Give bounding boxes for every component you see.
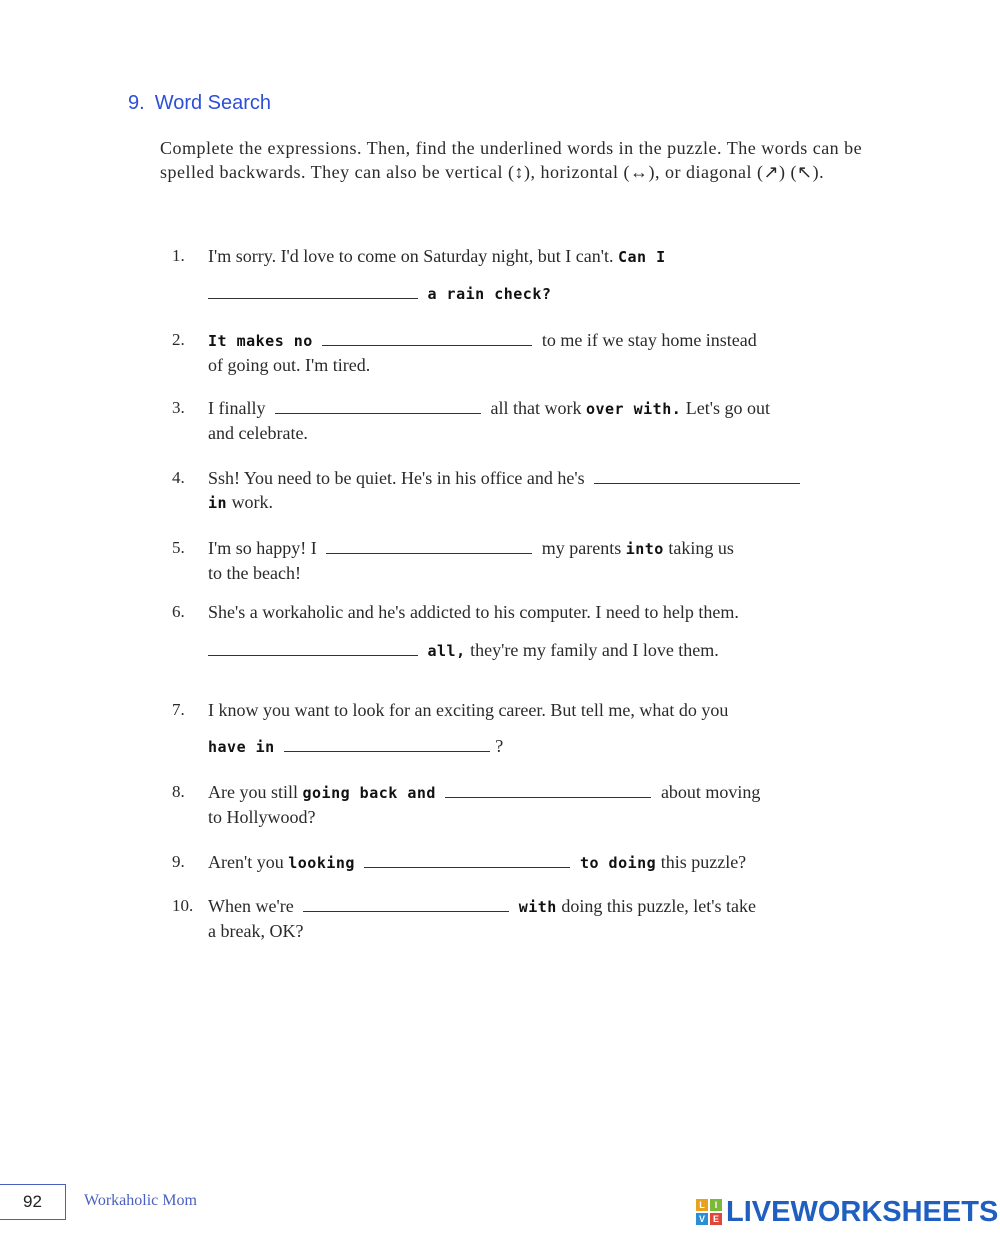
brand-text: LIVEWORKSHEETS: [726, 1195, 999, 1228]
item-text: about moving: [660, 782, 761, 802]
handwritten-text: It makes no: [208, 332, 313, 350]
item-number: 7.: [172, 700, 185, 719]
answer-blank-5[interactable]: [326, 539, 532, 554]
answer-blank-3[interactable]: [275, 399, 481, 414]
exercise-item-2: [172, 328, 882, 377]
handwritten-text: with: [518, 898, 557, 916]
item-text: taking us: [668, 538, 734, 558]
answer-blank-6[interactable]: [208, 641, 418, 656]
exercise-item-10: [172, 894, 882, 943]
item-text: Are you still: [208, 782, 298, 802]
section-number: 9.: [128, 92, 145, 114]
answer-blank-10[interactable]: [303, 897, 509, 912]
item-text: She's a workaholic and he's addicted to his computer. I need to help them.: [208, 602, 739, 622]
answer-blank-2[interactable]: [322, 331, 532, 346]
answer-blank-4[interactable]: [594, 469, 800, 484]
item-text: Let's go out: [685, 398, 771, 418]
item-number: 2.: [172, 330, 185, 349]
item-text: to the beach!: [208, 563, 301, 583]
handwritten-text: have in: [208, 738, 275, 756]
liveworksheets-logo[interactable]: [696, 1196, 998, 1228]
item-text: I finally: [208, 398, 266, 418]
item-text: a break, OK?: [208, 921, 304, 941]
footer-book-title: Workaholic Mom: [84, 1192, 197, 1209]
exercise-item-6: [172, 600, 882, 663]
item-number: 9.: [172, 852, 185, 871]
item-text: Ssh! You need to be quiet. He's in his office and he's: [208, 468, 585, 488]
item-number: 6.: [172, 602, 185, 621]
instructions: Complete the expressions. Then, find the underlined words in the puzzle. The words can be spelled backwards. They can also be vertical (↕), horizontal (↔), or diagonal (↗) (↖).: [160, 138, 863, 182]
exercise-item-3: [172, 396, 882, 445]
item-text: ?: [495, 736, 504, 756]
handwritten-text: over with.: [585, 400, 682, 418]
answer-blank-8[interactable]: [445, 783, 651, 798]
handwritten-text: Can I: [617, 248, 666, 266]
item-number: 3.: [172, 398, 185, 417]
page-number: 92: [0, 1184, 66, 1220]
exercise-item-8: [172, 780, 882, 829]
item-number: 4.: [172, 468, 185, 487]
logo-grid-icon: L I V E: [696, 1199, 722, 1225]
item-number: 10.: [172, 896, 194, 915]
item-text: all that work: [490, 398, 582, 418]
item-text: When we're: [208, 896, 294, 916]
item-text: I'm sorry. I'd love to come on Saturday night, but I can't.: [208, 246, 614, 266]
item-number: 1.: [172, 246, 185, 265]
handwritten-text: going back and: [302, 784, 436, 802]
exercise-item-4: [172, 466, 912, 515]
item-text: they're my family and I love them.: [470, 640, 719, 660]
exercise-item-1: [172, 244, 882, 306]
item-text: I'm so happy! I: [208, 538, 317, 558]
exercise-item-7: [172, 698, 882, 759]
handwritten-text: in: [208, 494, 228, 512]
item-text: I know you want to look for an exciting career. But tell me, what do you: [208, 700, 729, 720]
handwritten-text: into: [625, 540, 664, 558]
item-number: 5.: [172, 538, 185, 557]
item-text: to Hollywood?: [208, 807, 316, 827]
exercise-item-9: [172, 850, 882, 875]
handwritten-text: a rain check?: [427, 285, 552, 303]
answer-blank-1[interactable]: [208, 284, 418, 299]
item-text: to me if we stay home instead: [541, 330, 757, 350]
item-text: my parents: [541, 538, 622, 558]
section-title: [128, 92, 271, 115]
item-text: work.: [231, 492, 274, 512]
answer-blank-9[interactable]: [364, 853, 570, 868]
answer-blank-7[interactable]: [284, 737, 490, 752]
item-text: this puzzle?: [660, 852, 747, 872]
item-number: 8.: [172, 782, 185, 801]
item-text: of going out. I'm tired.: [208, 355, 371, 375]
handwritten-text: looking: [288, 854, 355, 872]
item-text: Aren't you: [208, 852, 284, 872]
handwritten-text: to doing: [579, 854, 657, 872]
item-text: doing this puzzle, let's take: [561, 896, 757, 916]
section-title-text: Word Search: [154, 92, 272, 114]
handwritten-text: all,: [427, 642, 466, 660]
item-text: and celebrate.: [208, 423, 308, 443]
exercise-item-5: [172, 536, 882, 585]
